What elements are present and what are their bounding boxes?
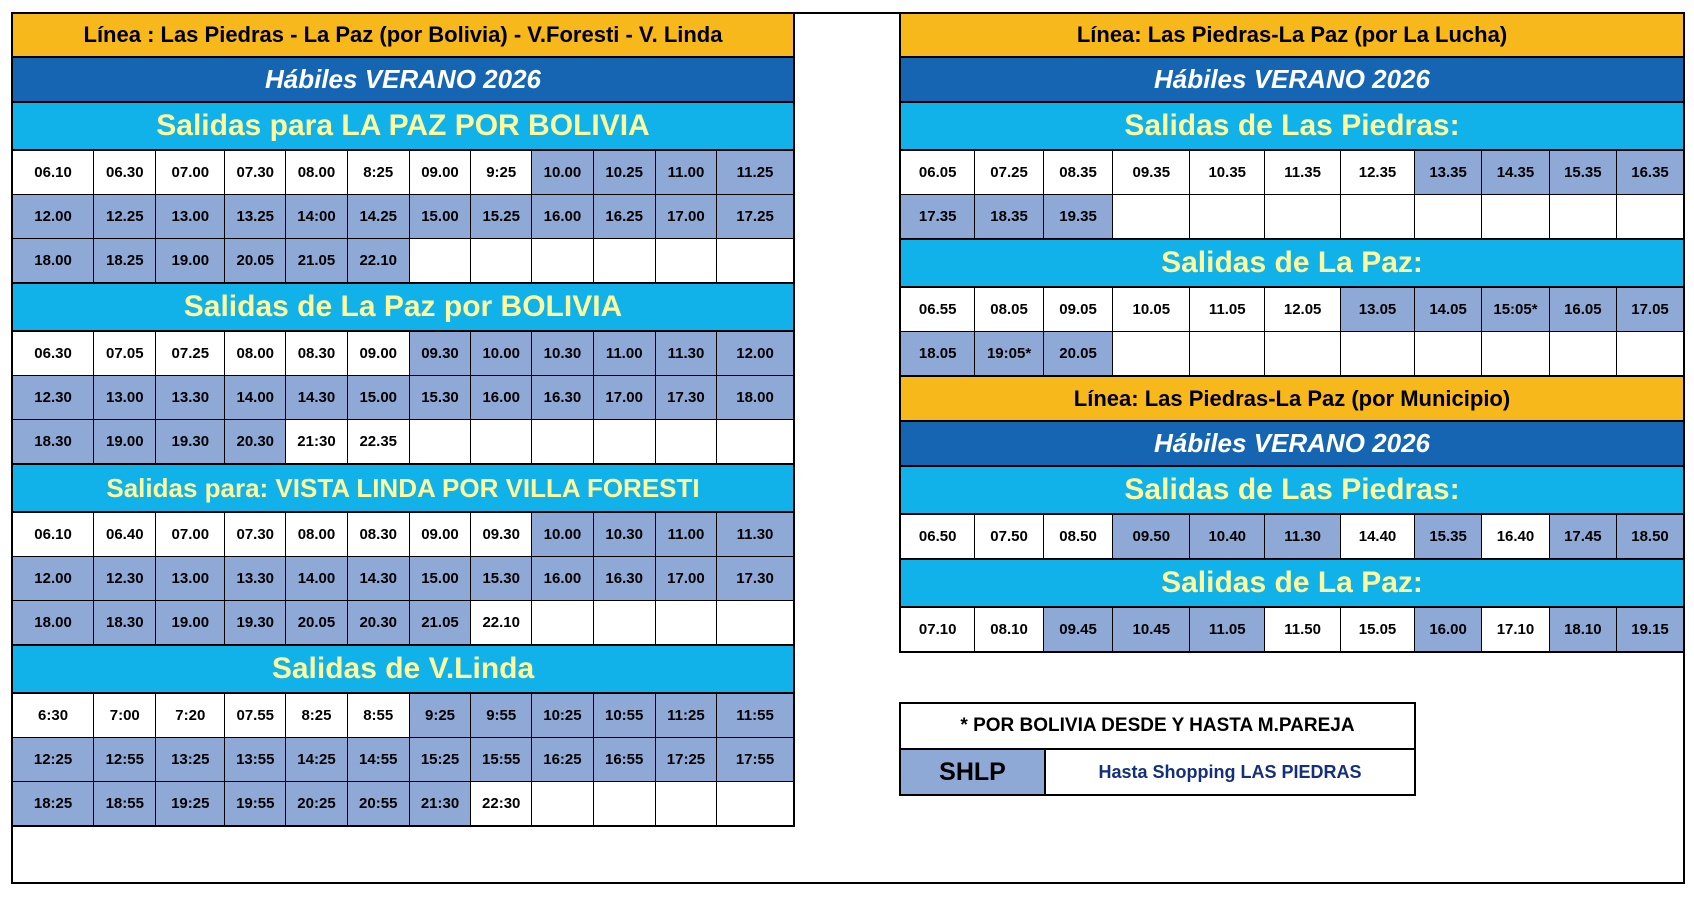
time-cell: 16.35 xyxy=(1617,150,1684,195)
time-cell: 08.35 xyxy=(1043,150,1113,195)
time-cell xyxy=(1190,195,1265,240)
section-title: Salidas de La Paz: xyxy=(899,560,1685,606)
timetable xyxy=(11,149,795,284)
time-cell: 06.10 xyxy=(12,512,94,557)
time-cell: 19.30 xyxy=(156,420,225,465)
time-cell: 18.05 xyxy=(900,332,975,377)
time-cell: 16:55 xyxy=(593,738,655,782)
section-title: Salidas para LA PAZ POR BOLIVIA xyxy=(11,103,795,149)
time-cell: 08.30 xyxy=(286,331,347,376)
time-cell: 19.35 xyxy=(1043,195,1113,240)
time-cell: 08.30 xyxy=(347,512,409,557)
legend-box xyxy=(899,702,1416,796)
time-cell xyxy=(1190,332,1265,377)
section-title: Salidas de V.Linda xyxy=(11,646,795,692)
time-cell: 11.00 xyxy=(655,512,716,557)
time-cell: 08.00 xyxy=(286,512,347,557)
time-cell: 07.00 xyxy=(156,512,225,557)
time-cell: 09.00 xyxy=(347,331,409,376)
time-cell: 09.30 xyxy=(409,331,470,376)
table-row xyxy=(12,693,794,738)
section-title: Salidas de Las Piedras: xyxy=(899,467,1685,513)
time-cell: 15.00 xyxy=(409,557,470,601)
table-row xyxy=(900,607,1684,652)
time-cell: 19.00 xyxy=(94,420,156,465)
time-cell: 7:00 xyxy=(94,693,156,738)
time-cell: 17.30 xyxy=(717,557,794,601)
timetable xyxy=(11,692,795,827)
time-cell: 17.35 xyxy=(900,195,975,240)
time-cell: 16.00 xyxy=(1414,607,1481,652)
time-cell xyxy=(717,782,794,827)
time-cell xyxy=(655,782,716,827)
time-cell: 20.30 xyxy=(347,601,409,646)
time-cell: 06.30 xyxy=(12,331,94,376)
time-cell: 07.30 xyxy=(225,512,286,557)
time-cell: 15.00 xyxy=(409,195,470,239)
time-cell xyxy=(1113,332,1190,377)
time-cell: 9:25 xyxy=(409,693,470,738)
time-cell xyxy=(655,420,716,465)
time-cell xyxy=(1265,195,1341,240)
time-cell: 06.05 xyxy=(900,150,975,195)
time-cell: 16:25 xyxy=(532,738,593,782)
section-title: Salidas de Las Piedras: xyxy=(899,103,1685,149)
table-row xyxy=(900,150,1684,195)
time-cell: 8:25 xyxy=(286,693,347,738)
time-cell: 12.35 xyxy=(1341,150,1415,195)
time-cell xyxy=(717,601,794,646)
time-cell: 14.35 xyxy=(1482,150,1549,195)
time-cell: 22.10 xyxy=(347,239,409,284)
time-cell: 20.30 xyxy=(225,420,286,465)
time-cell: 11.05 xyxy=(1190,607,1265,652)
table-row xyxy=(12,420,794,465)
time-cell: 14:25 xyxy=(286,738,347,782)
time-cell: 17.45 xyxy=(1549,514,1616,559)
time-cell: 8:55 xyxy=(347,693,409,738)
time-cell: 10.30 xyxy=(593,512,655,557)
time-cell: 12.25 xyxy=(94,195,156,239)
municipio-sections xyxy=(899,467,1685,653)
time-cell: 22:30 xyxy=(471,782,532,827)
time-cell: 12:25 xyxy=(12,738,94,782)
time-cell: 15.00 xyxy=(347,376,409,420)
timetable xyxy=(899,606,1685,653)
time-cell: 08.00 xyxy=(225,331,286,376)
time-cell: 11.00 xyxy=(593,331,655,376)
time-cell: 10.00 xyxy=(532,512,593,557)
time-cell xyxy=(1617,195,1684,240)
line-title-bolivia: Línea : Las Piedras - La Paz (por Bolivia) - V.Foresti - V. Linda xyxy=(11,12,795,58)
time-cell: 07.00 xyxy=(156,150,225,195)
time-cell: 07.50 xyxy=(975,514,1043,559)
time-cell: 17.25 xyxy=(717,195,794,239)
time-cell: 10.40 xyxy=(1190,514,1265,559)
time-cell: 19.00 xyxy=(156,601,225,646)
time-cell: 08.10 xyxy=(975,607,1043,652)
time-cell xyxy=(1414,332,1481,377)
time-cell: 13.05 xyxy=(1341,287,1415,332)
season-title: Hábiles VERANO 2026 xyxy=(899,58,1685,103)
time-cell: 21:30 xyxy=(409,782,470,827)
time-cell: 09.05 xyxy=(1043,287,1113,332)
time-cell: 8:25 xyxy=(347,150,409,195)
time-cell: 17.10 xyxy=(1482,607,1549,652)
time-cell xyxy=(1113,195,1190,240)
time-cell: 14.00 xyxy=(225,376,286,420)
time-cell: 20.05 xyxy=(1043,332,1113,377)
time-cell: 17:55 xyxy=(717,738,794,782)
table-row xyxy=(12,331,794,376)
table-row xyxy=(12,376,794,420)
time-cell: 16.40 xyxy=(1482,514,1549,559)
time-cell: 09.50 xyxy=(1113,514,1190,559)
time-cell: 19:55 xyxy=(225,782,286,827)
time-cell: 15.30 xyxy=(471,557,532,601)
time-cell xyxy=(1482,332,1549,377)
time-cell: 13.00 xyxy=(156,195,225,239)
time-cell: 6:30 xyxy=(12,693,94,738)
time-cell: 11.30 xyxy=(655,331,716,376)
time-cell: 18.50 xyxy=(1617,514,1684,559)
time-cell: 22.10 xyxy=(471,601,532,646)
time-cell: 10.25 xyxy=(593,150,655,195)
time-cell: 07.25 xyxy=(156,331,225,376)
section-title: Salidas de La Paz por BOLIVIA xyxy=(11,284,795,330)
time-cell: 11:55 xyxy=(717,693,794,738)
time-cell: 09.35 xyxy=(1113,150,1190,195)
time-cell: 09.00 xyxy=(409,512,470,557)
time-cell: 08.00 xyxy=(286,150,347,195)
time-cell: 07.05 xyxy=(94,331,156,376)
time-cell xyxy=(409,420,470,465)
time-cell: 17.05 xyxy=(1617,287,1684,332)
time-cell: 07.55 xyxy=(225,693,286,738)
time-cell: 18.00 xyxy=(12,239,94,284)
time-cell: 17:25 xyxy=(655,738,716,782)
time-cell: 11.05 xyxy=(1190,287,1265,332)
timetable xyxy=(899,286,1685,377)
time-cell: 22.35 xyxy=(347,420,409,465)
shlp-description: Hasta Shopping LAS PIEDRAS xyxy=(1098,761,1362,782)
time-cell: 16.00 xyxy=(532,195,593,239)
time-cell: 9:25 xyxy=(471,150,532,195)
time-cell: 18.00 xyxy=(717,376,794,420)
table-row xyxy=(12,512,794,557)
time-cell xyxy=(717,420,794,465)
season-title: Hábiles VERANO 2026 xyxy=(11,58,795,103)
time-cell: 13.25 xyxy=(225,195,286,239)
right-schedule-column xyxy=(899,12,1685,653)
time-cell: 09.00 xyxy=(409,150,470,195)
time-cell: 18.10 xyxy=(1549,607,1616,652)
season-title: Hábiles VERANO 2026 xyxy=(899,422,1685,467)
time-cell: 16.05 xyxy=(1549,287,1616,332)
time-cell: 06.50 xyxy=(900,514,975,559)
table-row xyxy=(900,332,1684,377)
time-cell xyxy=(593,782,655,827)
time-cell xyxy=(471,420,532,465)
time-cell: 14.05 xyxy=(1414,287,1481,332)
time-cell: 11.25 xyxy=(717,150,794,195)
time-cell: 14.30 xyxy=(347,557,409,601)
time-cell xyxy=(655,239,716,284)
time-cell: 18.25 xyxy=(94,239,156,284)
time-cell: 06.40 xyxy=(94,512,156,557)
time-cell: 10.00 xyxy=(471,331,532,376)
time-cell xyxy=(655,601,716,646)
time-cell: 13.35 xyxy=(1414,150,1481,195)
time-cell xyxy=(1482,195,1549,240)
time-cell: 21:30 xyxy=(286,420,347,465)
la-lucha-sections xyxy=(899,103,1685,377)
time-cell: 07.10 xyxy=(900,607,975,652)
time-cell: 10:25 xyxy=(532,693,593,738)
time-cell: 18.30 xyxy=(94,601,156,646)
shlp-swatch: SHLP xyxy=(901,750,1046,794)
legend-note: * POR BOLIVIA DESDE Y HASTA M.PAREJA xyxy=(901,704,1414,750)
time-cell xyxy=(1549,195,1616,240)
time-cell: 10.05 xyxy=(1113,287,1190,332)
time-cell xyxy=(1617,332,1684,377)
time-cell: 18.35 xyxy=(975,195,1043,240)
time-cell: 18:25 xyxy=(12,782,94,827)
table-row xyxy=(12,239,794,284)
time-cell: 20:55 xyxy=(347,782,409,827)
time-cell: 08.05 xyxy=(975,287,1043,332)
time-cell: 14.00 xyxy=(286,557,347,601)
time-cell: 12.00 xyxy=(717,331,794,376)
time-cell: 9:55 xyxy=(471,693,532,738)
section-title: Salidas para: VISTA LINDA POR VILLA FORESTI xyxy=(11,465,795,511)
table-row xyxy=(900,287,1684,332)
time-cell xyxy=(1414,195,1481,240)
time-cell: 14.30 xyxy=(286,376,347,420)
time-cell: 12.05 xyxy=(1265,287,1341,332)
time-cell xyxy=(532,601,593,646)
time-cell: 12.30 xyxy=(12,376,94,420)
time-cell: 06.55 xyxy=(900,287,975,332)
time-cell: 17.30 xyxy=(655,376,716,420)
time-cell: 09.45 xyxy=(1043,607,1113,652)
time-cell: 10.00 xyxy=(532,150,593,195)
time-cell: 11.30 xyxy=(1265,514,1341,559)
time-cell: 10.30 xyxy=(532,331,593,376)
time-cell: 16.25 xyxy=(593,195,655,239)
time-cell: 18:55 xyxy=(94,782,156,827)
time-cell: 07.25 xyxy=(975,150,1043,195)
time-cell xyxy=(1341,195,1415,240)
time-cell: 18.00 xyxy=(12,601,94,646)
time-cell: 10:55 xyxy=(593,693,655,738)
time-cell: 19.00 xyxy=(156,239,225,284)
line-title-municipio: Línea: Las Piedras-La Paz (por Municipio) xyxy=(899,377,1685,422)
time-cell: 7:20 xyxy=(156,693,225,738)
section-title: Salidas de La Paz: xyxy=(899,240,1685,286)
time-cell: 13:55 xyxy=(225,738,286,782)
time-cell: 15.35 xyxy=(1549,150,1616,195)
time-cell: 20.05 xyxy=(286,601,347,646)
time-cell: 16.30 xyxy=(532,376,593,420)
time-cell: 07.30 xyxy=(225,150,286,195)
time-cell: 19:05* xyxy=(975,332,1043,377)
left-sections xyxy=(11,103,795,827)
time-cell: 11.30 xyxy=(717,512,794,557)
time-cell: 13.00 xyxy=(156,557,225,601)
time-cell: 11.00 xyxy=(655,150,716,195)
time-cell: 19.30 xyxy=(225,601,286,646)
time-cell: 15.35 xyxy=(1414,514,1481,559)
time-cell: 13.00 xyxy=(94,376,156,420)
table-row xyxy=(12,782,794,827)
timetable xyxy=(11,330,795,465)
time-cell: 15.30 xyxy=(409,376,470,420)
legend-row xyxy=(901,750,1414,794)
time-cell: 17.00 xyxy=(593,376,655,420)
time-cell: 21.05 xyxy=(409,601,470,646)
time-cell: 13:25 xyxy=(156,738,225,782)
time-cell xyxy=(409,239,470,284)
time-cell: 10.35 xyxy=(1190,150,1265,195)
time-cell xyxy=(471,239,532,284)
time-cell: 14:55 xyxy=(347,738,409,782)
table-row xyxy=(12,601,794,646)
table-row xyxy=(900,195,1684,240)
time-cell: 06.30 xyxy=(94,150,156,195)
time-cell: 15:05* xyxy=(1482,287,1549,332)
time-cell xyxy=(593,420,655,465)
time-cell: 19.15 xyxy=(1617,607,1684,652)
time-cell: 14.40 xyxy=(1341,514,1415,559)
time-cell: 16.00 xyxy=(532,557,593,601)
time-cell: 12.00 xyxy=(12,195,94,239)
time-cell: 10.45 xyxy=(1113,607,1190,652)
time-cell: 12.00 xyxy=(12,557,94,601)
time-cell: 16.30 xyxy=(593,557,655,601)
time-cell xyxy=(532,239,593,284)
time-cell: 15:25 xyxy=(409,738,470,782)
time-cell: 11.50 xyxy=(1265,607,1341,652)
time-cell: 21.05 xyxy=(286,239,347,284)
time-cell: 16.00 xyxy=(471,376,532,420)
time-cell: 08.50 xyxy=(1043,514,1113,559)
table-row xyxy=(12,557,794,601)
time-cell: 13.30 xyxy=(225,557,286,601)
left-schedule-column xyxy=(11,12,795,827)
time-cell: 15:55 xyxy=(471,738,532,782)
time-cell: 15.25 xyxy=(471,195,532,239)
time-cell: 17.00 xyxy=(655,557,716,601)
time-cell: 14.25 xyxy=(347,195,409,239)
time-cell xyxy=(593,601,655,646)
time-cell: 20:25 xyxy=(286,782,347,827)
table-row xyxy=(12,738,794,782)
time-cell: 14:00 xyxy=(286,195,347,239)
timetable xyxy=(899,149,1685,240)
timetable xyxy=(11,511,795,646)
line-title-la-lucha: Línea: Las Piedras-La Paz (por La Lucha) xyxy=(899,12,1685,58)
table-row xyxy=(12,195,794,239)
time-cell: 20.05 xyxy=(225,239,286,284)
time-cell xyxy=(1549,332,1616,377)
timetable xyxy=(899,513,1685,560)
table-row xyxy=(12,150,794,195)
time-cell xyxy=(532,420,593,465)
time-cell: 09.30 xyxy=(471,512,532,557)
time-cell: 12.30 xyxy=(94,557,156,601)
time-cell: 17.00 xyxy=(655,195,716,239)
time-cell: 15.05 xyxy=(1341,607,1415,652)
time-cell: 13.30 xyxy=(156,376,225,420)
time-cell xyxy=(717,239,794,284)
time-cell: 11:25 xyxy=(655,693,716,738)
time-cell: 18.30 xyxy=(12,420,94,465)
time-cell xyxy=(1265,332,1341,377)
time-cell xyxy=(1341,332,1415,377)
time-cell: 06.10 xyxy=(12,150,94,195)
time-cell: 11.35 xyxy=(1265,150,1341,195)
time-cell xyxy=(532,782,593,827)
time-cell: 19:25 xyxy=(156,782,225,827)
time-cell xyxy=(593,239,655,284)
time-cell: 12:55 xyxy=(94,738,156,782)
table-row xyxy=(900,514,1684,559)
